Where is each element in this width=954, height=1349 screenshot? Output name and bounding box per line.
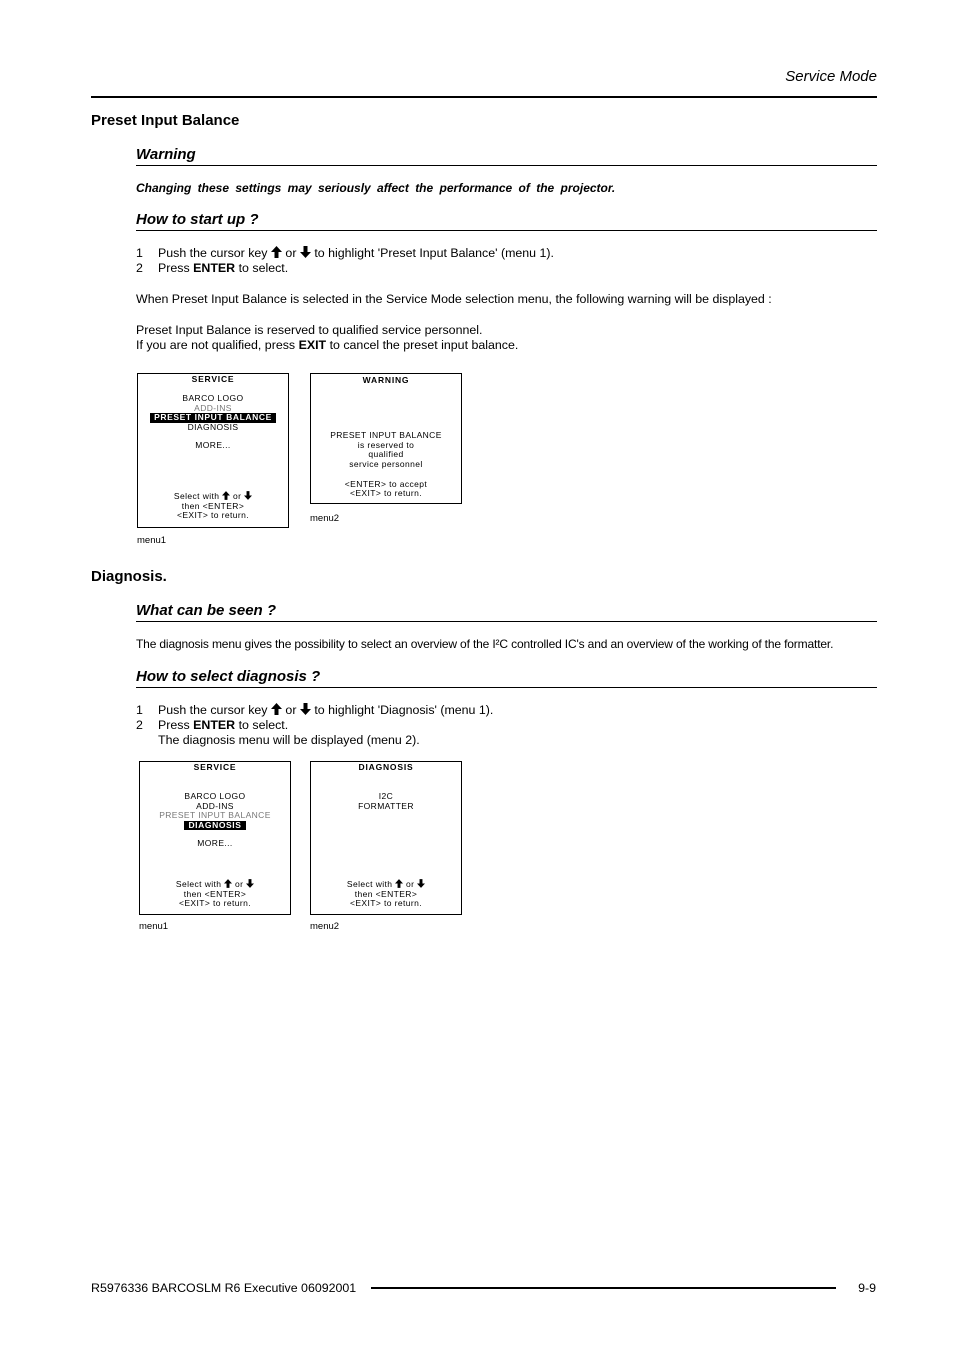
- menu-title: SERVICE: [191, 374, 235, 384]
- menu-item-preset-input-balance: PRESET INPUT BALANCE: [159, 810, 271, 821]
- step-text: to highlight 'Diagnosis' (menu 1).: [314, 703, 494, 717]
- paragraph-warning-displayed: When Preset Input Balance is selected in the Service Mode selection menu, the following warning will be displayed :: [136, 292, 772, 306]
- menu-footer-text: then <ENTER>: [181, 500, 245, 511]
- menu-caption: menu2: [310, 921, 340, 932]
- step-text: Push the cursor key: [158, 246, 268, 260]
- menu-footer-text: then <ENTER>: [354, 888, 418, 899]
- arrow-up-icon: [271, 703, 282, 715]
- footer-rule: [371, 1287, 836, 1289]
- arrow-up-icon: [224, 879, 232, 888]
- header-section-title: Service Mode: [785, 68, 877, 85]
- menu-caption: menu1: [137, 535, 167, 546]
- step-text: Push the cursor key: [158, 703, 268, 717]
- step-text: Press: [158, 718, 190, 732]
- menu-service-diagnosis: [139, 761, 291, 915]
- menu-item-formatter: FORMATTER: [358, 800, 414, 811]
- diagnosis-steps: [136, 703, 493, 748]
- menu-item-more: MORE...: [195, 440, 231, 451]
- menu-diagnosis: [310, 761, 462, 915]
- menu-title: DIAGNOSIS: [358, 762, 414, 772]
- step-2: [136, 718, 493, 733]
- arrow-down-icon: [300, 246, 311, 258]
- paragraph-exit: [136, 338, 518, 353]
- step-text: Press: [158, 261, 190, 275]
- step-text: to select.: [238, 261, 289, 275]
- step-number: 1: [136, 246, 143, 260]
- step-number: 2: [136, 718, 143, 732]
- paragraph-text: If you are not qualified, press: [136, 338, 296, 352]
- arrow-up-icon: [395, 879, 403, 888]
- menu-item-barco-logo: BARCO LOGO: [182, 393, 244, 403]
- paragraph-text: to cancel the preset input balance.: [329, 338, 519, 352]
- menu-footer-text: then <ENTER>: [183, 888, 247, 899]
- menu-item-diagnosis-highlighted: DIAGNOSIS: [184, 821, 245, 831]
- menu-item-more: MORE...: [197, 838, 233, 849]
- arrow-down-icon: [246, 879, 254, 888]
- menu-footer-text: <EXIT> to return.: [177, 510, 249, 521]
- subheading-warning: Warning: [136, 146, 877, 166]
- warning-line: is reserved to: [357, 439, 415, 450]
- subheading-how-to-start-up: How to start up ?: [136, 211, 877, 231]
- arrow-up-icon: [222, 491, 230, 500]
- menu-service-preset: [137, 373, 289, 528]
- step-2: [136, 261, 554, 276]
- warning-line: service personnel: [349, 458, 423, 469]
- section-title-preset-input-balance: Preset Input Balance: [91, 112, 240, 129]
- menu-footer-text: or: [234, 879, 244, 890]
- step-number: 1: [136, 703, 143, 717]
- step-1: [136, 703, 493, 718]
- menu-footer-text: or: [232, 491, 242, 502]
- footer-document-id: R5976336 BARCOSLM R6 Executive 06092001: [91, 1281, 357, 1295]
- menu-item-barco-logo: BARCO LOGO: [184, 791, 246, 801]
- diagnosis-description: The diagnosis menu gives the possibility to select an overview of the I²C controlled IC's and an overview of the working of the formatter.: [136, 637, 834, 651]
- menu-item-add-ins: ADD-INS: [196, 800, 234, 811]
- header-rule: [91, 96, 877, 98]
- menu-caption: menu1: [139, 921, 169, 932]
- step-text: or: [285, 703, 297, 717]
- step-1: [136, 246, 554, 261]
- key-enter: ENTER: [193, 718, 236, 732]
- section-title-diagnosis: Diagnosis.: [91, 568, 167, 585]
- menu-footer-text: <EXIT> to return.: [350, 898, 422, 909]
- step-text: The diagnosis menu will be displayed (menu 2).: [158, 733, 420, 747]
- step-2-continued: [136, 733, 493, 748]
- menu-item-i2c: I2C: [378, 791, 394, 801]
- menu-title: SERVICE: [193, 762, 237, 772]
- warning-line: PRESET INPUT BALANCE: [330, 430, 442, 440]
- subheading-how-to-select-diagnosis: How to select diagnosis ?: [136, 668, 877, 688]
- menu-footer-text: <EXIT> to return.: [179, 898, 251, 909]
- paragraph-reserved: Preset Input Balance is reserved to qualified service personnel.: [136, 323, 483, 337]
- menu-footer-text: Select with: [173, 491, 220, 502]
- arrow-down-icon: [244, 491, 252, 500]
- menu-item-diagnosis: DIAGNOSIS: [187, 421, 239, 432]
- step-text: to select.: [238, 718, 289, 732]
- warning-line: qualified: [368, 449, 404, 460]
- menu-footer-text: <EXIT> to return.: [350, 488, 422, 499]
- menu-item-preset-input-balance-highlighted: PRESET INPUT BALANCE: [150, 413, 276, 423]
- key-enter: ENTER: [193, 261, 236, 275]
- menu-warning: [310, 373, 462, 504]
- menu-caption: menu2: [310, 513, 340, 524]
- warning-text: Changing these settings may seriously affect the performance of the projector.: [136, 181, 616, 195]
- menu-footer-text: <ENTER> to accept: [344, 478, 428, 489]
- step-text: to highlight 'Preset Input Balance' (menu 1).: [314, 246, 554, 260]
- startup-steps: [136, 246, 554, 276]
- footer-page-number: 9-9: [858, 1281, 876, 1295]
- arrow-down-icon: [300, 703, 311, 715]
- menu-footer-text: Select with: [346, 879, 393, 890]
- menu-item-add-ins: ADD-INS: [194, 402, 232, 413]
- arrow-up-icon: [271, 246, 282, 258]
- key-exit: EXIT: [298, 338, 327, 352]
- subheading-what-can-be-seen: What can be seen ?: [136, 602, 877, 622]
- menu-title: WARNING: [362, 375, 410, 385]
- menu-footer-text: Select with: [175, 879, 222, 890]
- step-text: or: [285, 246, 297, 260]
- step-number: 2: [136, 261, 143, 275]
- arrow-down-icon: [417, 879, 425, 888]
- menu-footer-text: or: [405, 879, 415, 890]
